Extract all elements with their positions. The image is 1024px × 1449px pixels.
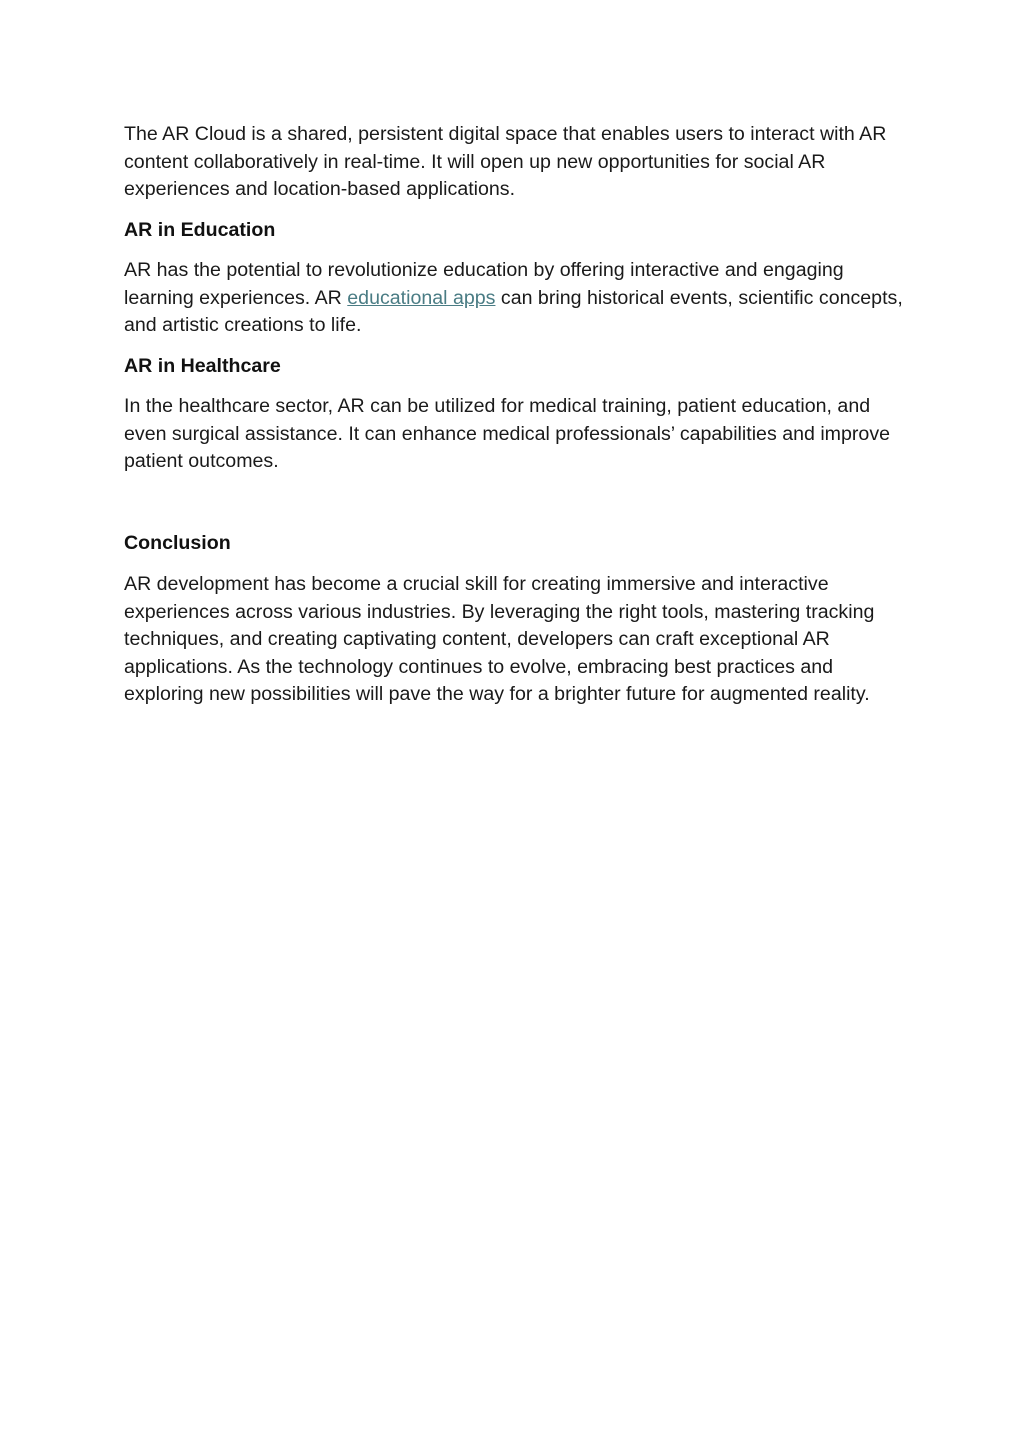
conclusion-paragraph: AR development has become a crucial skill for creating immersive and interactive experiences across various industries. By leveraging the right tools, mastering tracking techniques, and creating captivating content, developers can craft exceptional AR applications. As the technology continues to evolve, embracing best practices and exploring new possibilities will pave the way for a brighter future for augmented reality.: [124, 573, 875, 705]
education-paragraph: [124, 257, 914, 340]
education-text-after: can bring historical events, scientific concepts, and artistic creations to life.: [124, 286, 903, 336]
education-heading: AR in Education: [124, 218, 276, 241]
document-page: [124, 121, 914, 709]
conclusion-heading: Conclusion: [124, 531, 231, 554]
healthcare-heading: AR in Healthcare: [124, 354, 281, 377]
intro-paragraph: The AR Cloud is a shared, persistent digital space that enables users to interact with AR content collaboratively in real-time. It will open up new opportunities for social AR experiences and location-based applications.: [124, 123, 887, 200]
educational-apps-link[interactable]: educational apps: [347, 286, 496, 309]
healthcare-paragraph: In the healthcare sector, AR can be utilized for medical training, patient education, and even surgical assistance. It can enhance medical professionals’ capabilities and improve patient outcomes.: [124, 395, 891, 472]
education-text-before: AR has the potential to revolutionize education by offering interactive and engaging learning experiences. AR: [124, 259, 844, 309]
